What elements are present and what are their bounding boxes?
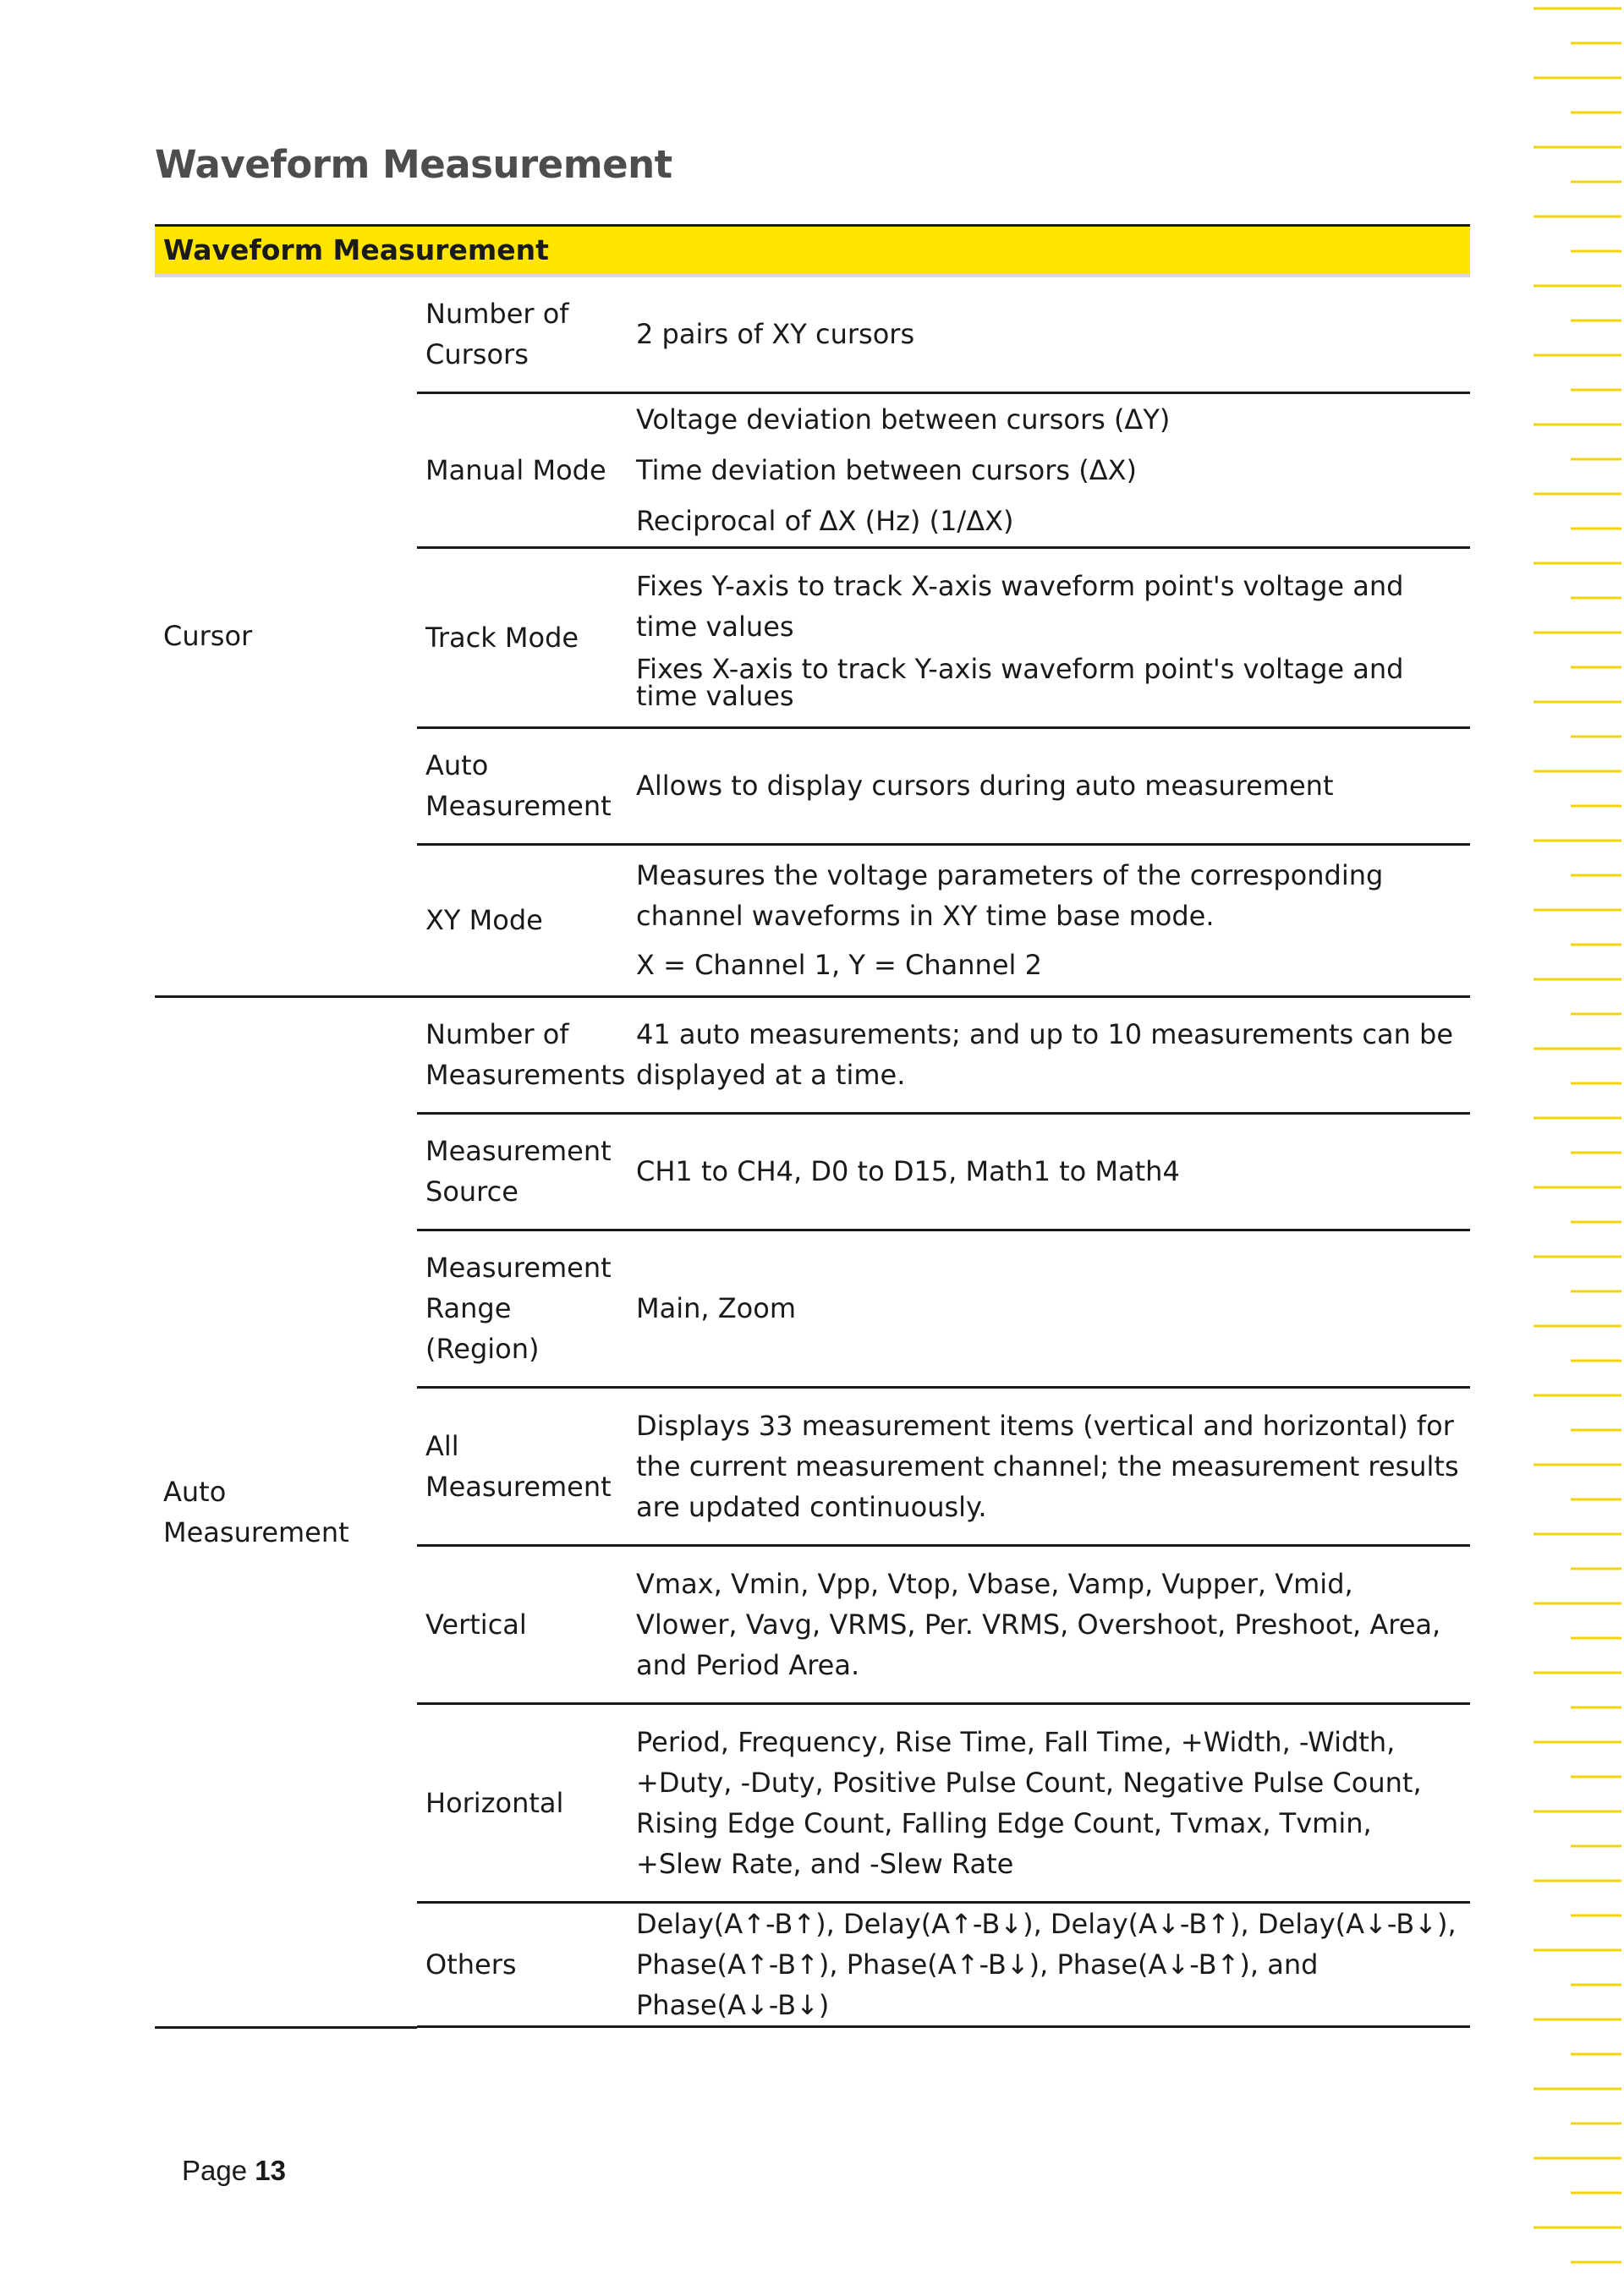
row-value (628, 727, 1470, 844)
page-label: Page (182, 2155, 248, 2186)
value-line: 2 pairs of XY cursors (636, 318, 915, 351)
row-value (628, 996, 1470, 1113)
value-line: X = Channel 1, Y = Channel 2 (636, 949, 1042, 981)
table-row (155, 276, 1470, 392)
row-label: Horizontal (417, 1703, 628, 1902)
value-line: Delay(A↑-B↑), Delay(A↑-B↓), Delay(A↓-B↑), Delay(A↓-B↓), Phase(A↑-B↑), Phase(A↑-B↓), Phase(A↓-B↑), and Phase(A↓-B↓) (636, 1907, 1457, 2021)
row-label: All Measurement (417, 1387, 628, 1545)
row-label: Number of Cursors (417, 276, 628, 392)
row-value (628, 1902, 1470, 2026)
value-line: CH1 to CH4, D0 to D15, Math1 to Math4 (636, 1155, 1180, 1187)
value-line: Fixes Y-axis to track X-axis waveform point's voltage and time values (636, 569, 1404, 643)
category-auto-measurement: Auto Measurement (155, 996, 417, 2028)
row-label: Others (417, 1902, 628, 2026)
value-line: 41 auto measurements; and up to 10 measurements can be displayed at a time. (636, 1018, 1454, 1091)
table-header: Waveform Measurement (155, 226, 1470, 277)
row-value (628, 1703, 1470, 1902)
row-label: Vertical (417, 1545, 628, 1703)
row-value (628, 844, 1470, 996)
value-line: Vmax, Vmin, Vpp, Vtop, Vbase, Vamp, Vupper, Vmid, Vlower, Vavg, VRMS, Per. VRMS, Overshoot, Preshoot, Area, and Period Area. (636, 1567, 1441, 1681)
value-line: Voltage deviation between cursors (ΔY) (636, 403, 1171, 436)
spec-table (155, 224, 1470, 2029)
value-line: Time deviation between cursors (ΔX) (636, 453, 1137, 486)
row-value (628, 1545, 1470, 1703)
page-title: Waveform Measurement (155, 142, 672, 187)
row-value (628, 547, 1470, 727)
value-line: Period, Frequency, Rise Time, Fall Time, +Width, -Width, +Duty, -Duty, Positive Pulse Count, Negative Pulse Count, Rising Edge Count, Falling Edge Count, Tvmax, Tvmin, +Slew Rate, and -Slew Rate (636, 1725, 1422, 1880)
page-number (182, 2155, 286, 2187)
row-label: Manual Mode (417, 392, 628, 547)
row-label: XY Mode (417, 844, 628, 996)
table-row (155, 996, 1470, 1113)
row-value (628, 392, 1470, 547)
value-line: Fixes X-axis to track Y-axis waveform point's voltage and time values (636, 652, 1404, 712)
row-value (628, 1387, 1470, 1545)
row-label: Measurement Source (417, 1113, 628, 1230)
value-line: Displays 33 measurement items (vertical and horizontal) for the current measurement channel; the measurement results are updated continuously. (636, 1409, 1459, 1523)
page-number-value: 13 (255, 2155, 286, 2186)
value-line: Measures the voltage parameters of the corresponding channel waveforms in XY time base mode. (636, 859, 1384, 932)
value-line: Main, Zoom (636, 1292, 796, 1324)
row-value (628, 276, 1470, 392)
row-label: Number of Measurements (417, 996, 628, 1113)
row-value (628, 1230, 1470, 1387)
value-line: Allows to display cursors during auto measurement (636, 770, 1334, 802)
edge-tick-marks (1527, 0, 1624, 2296)
row-value (628, 1113, 1470, 1230)
row-label: Auto Measurement (417, 727, 628, 844)
row-label: Measurement Range (Region) (417, 1230, 628, 1387)
row-label: Track Mode (417, 547, 628, 727)
value-line: Reciprocal of ΔX (Hz) (1/ΔX) (636, 504, 1014, 537)
category-cursor: Cursor (155, 276, 417, 996)
